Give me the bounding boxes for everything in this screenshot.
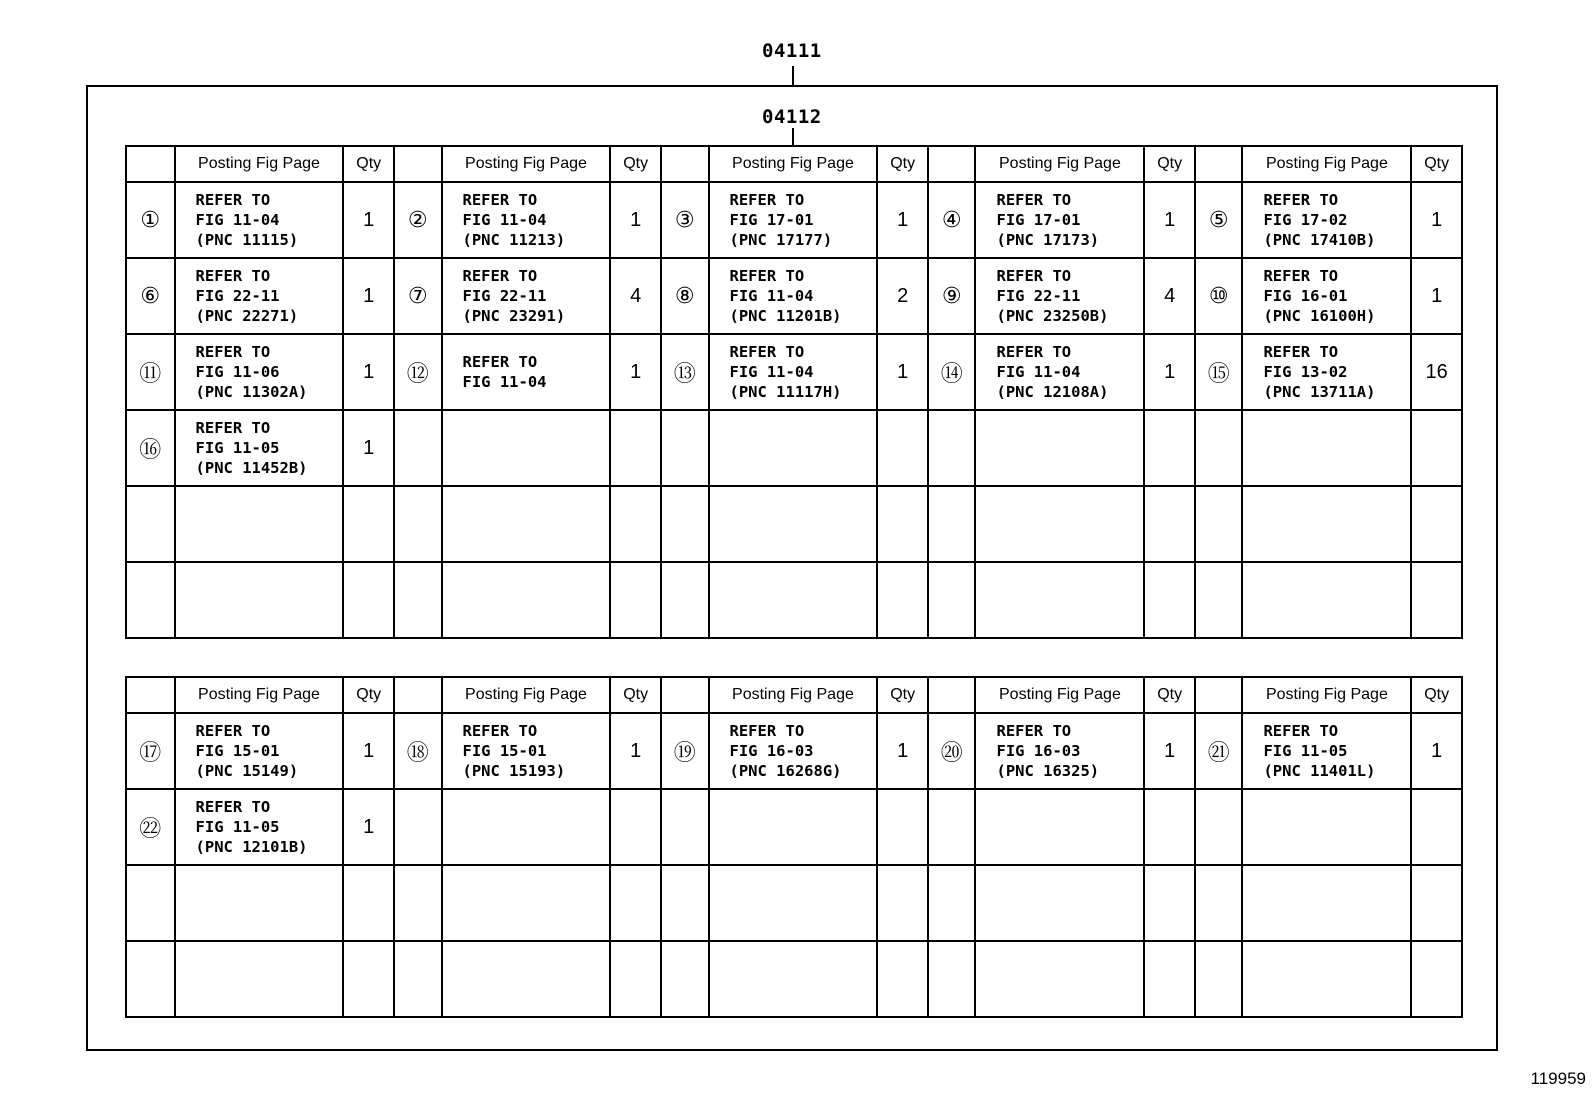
header-fig-page: Posting Fig Page — [709, 677, 878, 713]
item-number: ⑫ — [394, 334, 442, 410]
leader-line-outer — [792, 66, 794, 85]
qty-value — [1144, 562, 1195, 638]
qty-value — [610, 562, 661, 638]
item-number: ⑬ — [661, 334, 709, 410]
qty-value — [877, 941, 928, 1017]
table-row — [126, 486, 1462, 562]
reference-line: FIG 15-01 — [195, 742, 280, 760]
header-row — [126, 677, 1462, 713]
posting-fig-page-cell — [709, 865, 878, 941]
qty-value — [877, 410, 928, 486]
item-number — [1195, 865, 1243, 941]
reference-line: (PNC 11213) — [462, 231, 566, 249]
reference-line: FIG 16-01 — [1263, 287, 1348, 305]
reference-line: REFER TO — [729, 722, 805, 740]
item-number — [1195, 562, 1243, 638]
reference-line: (PNC 11302A) — [195, 383, 308, 401]
posting-fig-page-cell — [442, 713, 611, 789]
reference-line: (PNC 12101B) — [195, 838, 308, 856]
reference-line: REFER TO — [729, 267, 805, 285]
posting-fig-page-cell — [1242, 182, 1411, 258]
posting-fig-page-cell — [175, 182, 344, 258]
reference-line: (PNC 11452B) — [195, 459, 308, 477]
posting-fig-page-cell — [175, 941, 344, 1017]
item-number — [928, 486, 976, 562]
posting-fig-page-cell — [175, 562, 344, 638]
header-fig-page: Posting Fig Page — [709, 146, 878, 182]
posting-fig-page-cell — [975, 182, 1144, 258]
item-number: ㉑ — [1195, 713, 1243, 789]
header-num-cell — [126, 677, 175, 713]
posting-fig-page-cell — [175, 713, 344, 789]
header-qty: Qty — [610, 677, 661, 713]
header-num-cell — [928, 146, 976, 182]
reference-line: FIG 11-05 — [1263, 742, 1348, 760]
qty-value — [610, 410, 661, 486]
reference-line: FIG 16-03 — [996, 742, 1081, 760]
reference-line: (PNC 17177) — [729, 231, 833, 249]
table-row — [126, 865, 1462, 941]
reference-line: FIG 17-02 — [1263, 211, 1348, 229]
item-number — [928, 789, 976, 865]
reference-line: FIG 11-05 — [195, 818, 280, 836]
reference-line: (PNC 23291) — [462, 307, 566, 325]
table-row — [126, 258, 1462, 334]
header-fig-page: Posting Fig Page — [1242, 677, 1411, 713]
reference-line: (PNC 11117H) — [729, 383, 842, 401]
reference-line: REFER TO — [195, 419, 271, 437]
header-fig-page: Posting Fig Page — [175, 146, 344, 182]
header-fig-page: Posting Fig Page — [442, 146, 611, 182]
item-number — [661, 865, 709, 941]
qty-value — [610, 941, 661, 1017]
reference-line: REFER TO — [462, 722, 538, 740]
reference-line: REFER TO — [195, 267, 271, 285]
header-qty: Qty — [610, 146, 661, 182]
item-number — [928, 865, 976, 941]
item-number: ④ — [928, 182, 976, 258]
posting-fig-page-cell — [975, 258, 1144, 334]
header-num-cell — [394, 677, 442, 713]
item-number: ⑨ — [928, 258, 976, 334]
posting-fig-page-cell — [1242, 789, 1411, 865]
item-number — [1195, 486, 1243, 562]
item-number: ⑱ — [394, 713, 442, 789]
reference-line: FIG 11-04 — [462, 211, 547, 229]
item-number — [1195, 789, 1243, 865]
qty-value — [1411, 941, 1462, 1017]
item-number — [661, 562, 709, 638]
qty-value — [343, 865, 394, 941]
posting-fig-page-cell — [442, 334, 611, 410]
group-label-inner: 04112 — [762, 106, 822, 128]
parts-table-1 — [125, 145, 1463, 639]
qty-value — [343, 941, 394, 1017]
reference-line: (PNC 17410B) — [1263, 231, 1376, 249]
item-number: ③ — [661, 182, 709, 258]
qty-value — [877, 789, 928, 865]
reference-line: FIG 13-02 — [1263, 363, 1348, 381]
leader-line-inner — [792, 128, 794, 146]
parts-table-2 — [125, 676, 1463, 1018]
posting-fig-page-cell — [1242, 865, 1411, 941]
table-row — [126, 182, 1462, 258]
posting-fig-page-cell — [975, 334, 1144, 410]
qty-value — [343, 486, 394, 562]
qty-value — [610, 486, 661, 562]
item-number — [394, 562, 442, 638]
item-number — [661, 941, 709, 1017]
qty-value: 1 — [343, 182, 394, 258]
reference-line: FIG 11-04 — [729, 287, 814, 305]
qty-value: 4 — [610, 258, 661, 334]
qty-value — [1144, 789, 1195, 865]
qty-value — [877, 486, 928, 562]
reference-line: (PNC 23250B) — [996, 307, 1109, 325]
qty-value: 1 — [877, 334, 928, 410]
posting-fig-page-cell — [1242, 713, 1411, 789]
qty-value: 1 — [1411, 713, 1462, 789]
qty-value — [877, 865, 928, 941]
reference-line: REFER TO — [729, 343, 805, 361]
figure-id: 119959 — [1530, 1069, 1586, 1088]
reference-line: REFER TO — [1263, 267, 1339, 285]
item-number: ① — [126, 182, 175, 258]
reference-line: (PNC 16325) — [996, 762, 1100, 780]
qty-value: 16 — [1411, 334, 1462, 410]
header-fig-page: Posting Fig Page — [975, 677, 1144, 713]
reference-line: REFER TO — [996, 343, 1072, 361]
item-number — [394, 410, 442, 486]
item-number — [394, 789, 442, 865]
posting-fig-page-cell — [175, 486, 344, 562]
item-number — [661, 410, 709, 486]
qty-value — [610, 865, 661, 941]
reference-line: REFER TO — [462, 191, 538, 209]
table-row — [126, 410, 1462, 486]
header-qty: Qty — [1411, 146, 1462, 182]
item-number: ⑤ — [1195, 182, 1243, 258]
reference-line: (PNC 11401L) — [1263, 762, 1376, 780]
posting-fig-page-cell — [175, 258, 344, 334]
header-qty: Qty — [1144, 677, 1195, 713]
posting-fig-page-cell — [709, 713, 878, 789]
reference-line: REFER TO — [1263, 722, 1339, 740]
header-qty: Qty — [343, 146, 394, 182]
header-qty: Qty — [1411, 677, 1462, 713]
header-qty: Qty — [343, 677, 394, 713]
posting-fig-page-cell — [442, 562, 611, 638]
posting-fig-page-cell — [175, 410, 344, 486]
posting-fig-page-cell — [1242, 562, 1411, 638]
header-num-cell — [661, 677, 709, 713]
reference-line: FIG 11-06 — [195, 363, 280, 381]
reference-line: FIG 11-04 — [729, 363, 814, 381]
qty-value — [1144, 941, 1195, 1017]
reference-line: (PNC 17173) — [996, 231, 1100, 249]
reference-line: FIG 17-01 — [996, 211, 1081, 229]
reference-line: REFER TO — [996, 722, 1072, 740]
qty-value — [1144, 865, 1195, 941]
qty-value: 1 — [1144, 713, 1195, 789]
posting-fig-page-cell — [175, 334, 344, 410]
reference-line: FIG 11-05 — [195, 439, 280, 457]
posting-fig-page-cell — [709, 182, 878, 258]
header-fig-page: Posting Fig Page — [1242, 146, 1411, 182]
header-num-cell — [1195, 677, 1243, 713]
posting-fig-page-cell — [975, 865, 1144, 941]
item-number: ⑦ — [394, 258, 442, 334]
item-number: ㉒ — [126, 789, 175, 865]
table-row — [126, 941, 1462, 1017]
qty-value: 1 — [877, 713, 928, 789]
posting-fig-page-cell — [1242, 486, 1411, 562]
item-number: ② — [394, 182, 442, 258]
header-num-cell — [1195, 146, 1243, 182]
item-number — [394, 865, 442, 941]
qty-value: 1 — [1411, 258, 1462, 334]
item-number: ⑩ — [1195, 258, 1243, 334]
posting-fig-page-cell — [709, 941, 878, 1017]
item-number: ⑳ — [928, 713, 976, 789]
item-number — [126, 562, 175, 638]
reference-line: FIG 22-11 — [996, 287, 1081, 305]
header-num-cell — [928, 677, 976, 713]
item-number — [661, 789, 709, 865]
reference-line: FIG 15-01 — [462, 742, 547, 760]
item-number: ⑧ — [661, 258, 709, 334]
posting-fig-page-cell — [1242, 258, 1411, 334]
header-fig-page: Posting Fig Page — [975, 146, 1144, 182]
header-qty: Qty — [877, 146, 928, 182]
reference-line: REFER TO — [195, 722, 271, 740]
reference-line: REFER TO — [996, 267, 1072, 285]
qty-value — [1411, 410, 1462, 486]
item-number — [126, 941, 175, 1017]
table-row — [126, 562, 1462, 638]
item-number: ⑥ — [126, 258, 175, 334]
reference-line: (PNC 15193) — [462, 762, 566, 780]
posting-fig-page-cell — [709, 486, 878, 562]
item-number — [126, 865, 175, 941]
item-number: ⑰ — [126, 713, 175, 789]
posting-fig-page-cell — [709, 334, 878, 410]
qty-value — [1144, 410, 1195, 486]
posting-fig-page-cell — [442, 410, 611, 486]
qty-value: 1 — [1411, 182, 1462, 258]
posting-fig-page-cell — [975, 486, 1144, 562]
posting-fig-page-cell — [975, 941, 1144, 1017]
item-number — [1195, 941, 1243, 1017]
qty-value: 1 — [343, 713, 394, 789]
qty-value: 1 — [610, 334, 661, 410]
group-label-outer: 04111 — [762, 40, 822, 62]
qty-value: 1 — [1144, 334, 1195, 410]
qty-value — [1144, 486, 1195, 562]
reference-line: FIG 22-11 — [462, 287, 547, 305]
reference-line: (PNC 12108A) — [996, 383, 1109, 401]
reference-line: (PNC 15149) — [195, 762, 299, 780]
posting-fig-page-cell — [442, 865, 611, 941]
reference-line: REFER TO — [729, 191, 805, 209]
item-number — [394, 486, 442, 562]
reference-line: FIG 16-03 — [729, 742, 814, 760]
posting-fig-page-cell — [442, 941, 611, 1017]
reference-line: (PNC 22271) — [195, 307, 299, 325]
reference-line: FIG 11-04 — [462, 373, 547, 391]
header-num-cell — [394, 146, 442, 182]
reference-line: (PNC 11115) — [195, 231, 299, 249]
reference-line: FIG 17-01 — [729, 211, 814, 229]
table-row — [126, 713, 1462, 789]
item-number — [126, 486, 175, 562]
posting-fig-page-cell — [175, 789, 344, 865]
qty-value: 1 — [610, 182, 661, 258]
qty-value — [1411, 865, 1462, 941]
posting-fig-page-cell — [1242, 941, 1411, 1017]
qty-value — [1411, 486, 1462, 562]
posting-fig-page-cell — [975, 789, 1144, 865]
qty-value — [343, 562, 394, 638]
qty-value: 1 — [343, 334, 394, 410]
qty-value: 1 — [877, 182, 928, 258]
item-number — [928, 941, 976, 1017]
qty-value — [610, 789, 661, 865]
reference-line: REFER TO — [1263, 343, 1339, 361]
posting-fig-page-cell — [442, 182, 611, 258]
qty-value — [1411, 562, 1462, 638]
qty-value: 1 — [1144, 182, 1195, 258]
reference-line: REFER TO — [1263, 191, 1339, 209]
header-qty: Qty — [877, 677, 928, 713]
qty-value: 1 — [343, 410, 394, 486]
qty-value: 2 — [877, 258, 928, 334]
item-number: ⑯ — [126, 410, 175, 486]
header-num-cell — [126, 146, 175, 182]
posting-fig-page-cell — [975, 410, 1144, 486]
reference-line: (PNC 11201B) — [729, 307, 842, 325]
posting-fig-page-cell — [975, 562, 1144, 638]
header-qty: Qty — [1144, 146, 1195, 182]
posting-fig-page-cell — [709, 789, 878, 865]
qty-value: 1 — [610, 713, 661, 789]
item-number: ⑪ — [126, 334, 175, 410]
reference-line: FIG 11-04 — [996, 363, 1081, 381]
item-number: ⑮ — [1195, 334, 1243, 410]
item-number — [1195, 410, 1243, 486]
item-number — [394, 941, 442, 1017]
posting-fig-page-cell — [709, 258, 878, 334]
item-number — [928, 562, 976, 638]
qty-value — [877, 562, 928, 638]
reference-line: REFER TO — [462, 353, 538, 371]
reference-line: REFER TO — [195, 343, 271, 361]
reference-line: (PNC 13711A) — [1263, 383, 1376, 401]
posting-fig-page-cell — [975, 713, 1144, 789]
posting-fig-page-cell — [442, 789, 611, 865]
header-row — [126, 146, 1462, 182]
posting-fig-page-cell — [1242, 410, 1411, 486]
reference-line: REFER TO — [195, 798, 271, 816]
qty-value: 1 — [343, 789, 394, 865]
reference-line: (PNC 16268G) — [729, 762, 842, 780]
posting-fig-page-cell — [709, 562, 878, 638]
qty-value — [1411, 789, 1462, 865]
item-number: ⑭ — [928, 334, 976, 410]
item-number — [928, 410, 976, 486]
reference-line: REFER TO — [195, 191, 271, 209]
posting-fig-page-cell — [442, 258, 611, 334]
posting-fig-page-cell — [709, 410, 878, 486]
posting-fig-page-cell — [1242, 334, 1411, 410]
header-fig-page: Posting Fig Page — [175, 677, 344, 713]
table-row — [126, 789, 1462, 865]
header-fig-page: Posting Fig Page — [442, 677, 611, 713]
item-number: ⑲ — [661, 713, 709, 789]
qty-value: 1 — [343, 258, 394, 334]
reference-line: FIG 11-04 — [195, 211, 280, 229]
reference-line: REFER TO — [462, 267, 538, 285]
item-number — [661, 486, 709, 562]
posting-fig-page-cell — [175, 865, 344, 941]
header-num-cell — [661, 146, 709, 182]
table-row — [126, 334, 1462, 410]
qty-value: 4 — [1144, 258, 1195, 334]
reference-line: FIG 22-11 — [195, 287, 280, 305]
posting-fig-page-cell — [442, 486, 611, 562]
reference-line: (PNC 16100H) — [1263, 307, 1376, 325]
reference-line: REFER TO — [996, 191, 1072, 209]
